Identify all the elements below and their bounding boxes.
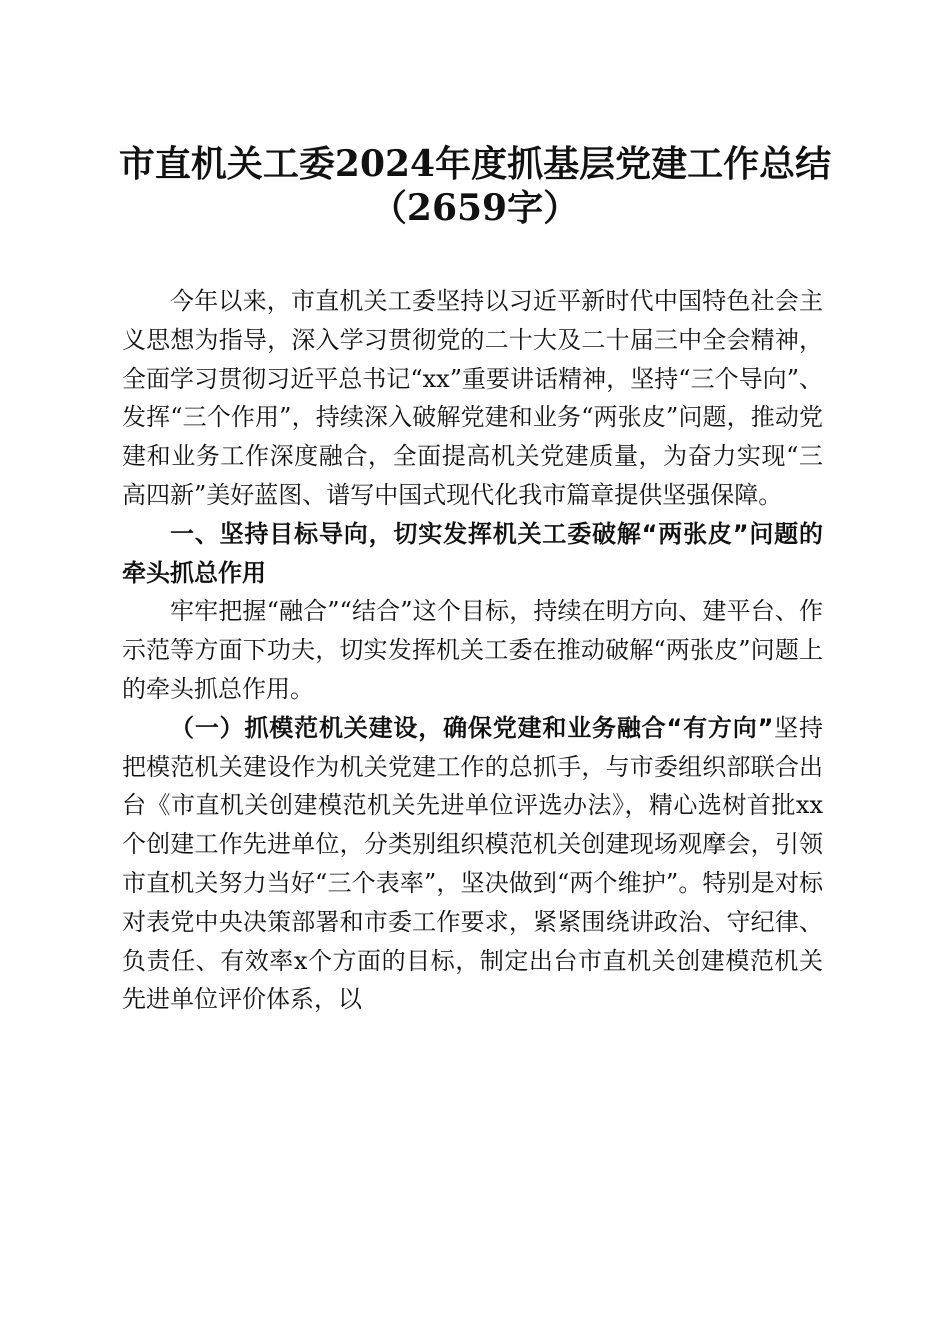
document-subtitle-wordcount: （2659字） — [370, 187, 580, 229]
subsection-1-heading: （一）抓模范机关建设，确保党建和业务融合“有方向” — [170, 713, 774, 742]
subsection-1-paragraph — [122, 709, 823, 1019]
document-body — [122, 282, 823, 1019]
subsection-1-text: 坚持把模范机关建设作为机关党建工作的总抓手，与市委组织部联合出台《市直机关创建模范机关先进单位评选办法》，精心选树首批xx个创建工作先进单位，分类别组织模范机关创建现场观摩会，引领市直机关努力当好“三个表率”，坚决做到“两个维护”。特别是对标对表党中央决策部署和市委工作要求，紧紧围绕讲政治、守纪律、负责任、有效率x个方面的目标，制定出台市直机关创建模范机关先进单位评价体系，以 — [122, 713, 824, 1014]
section-1-paragraph: 牢牢把握“融合”“结合”这个目标，持续在明方向、建平台、作示范等方面下功夫，切实发挥机关工委在推动破解“两张皮”问题上的牵头抓总作用。 — [122, 597, 823, 703]
intro-paragraph: 今年以来，市直机关工委坚持以习近平新时代中国特色社会主义思想为指导，深入学习贯彻党的二十大及二十届三中全会精神，全面学习贯彻习近平总书记“xx”重要讲话精神，坚持“三个导向”、发挥“三个作用”，持续深入破解党建和业务“两张皮”问题，推动党建和业务工作深度融合，全面提高机关党建质量，为奋力实现“三高四新”美好蓝图、谱写中国式现代化我市篇章提供坚强保障。 — [122, 287, 823, 509]
section-1-heading: 一、坚持目标导向，切实发挥机关工委破解“两张皮”问题的牵头抓总作用 — [122, 519, 823, 587]
document-title: 市直机关工委2024年度抓基层党建工作总结 — [118, 143, 832, 185]
